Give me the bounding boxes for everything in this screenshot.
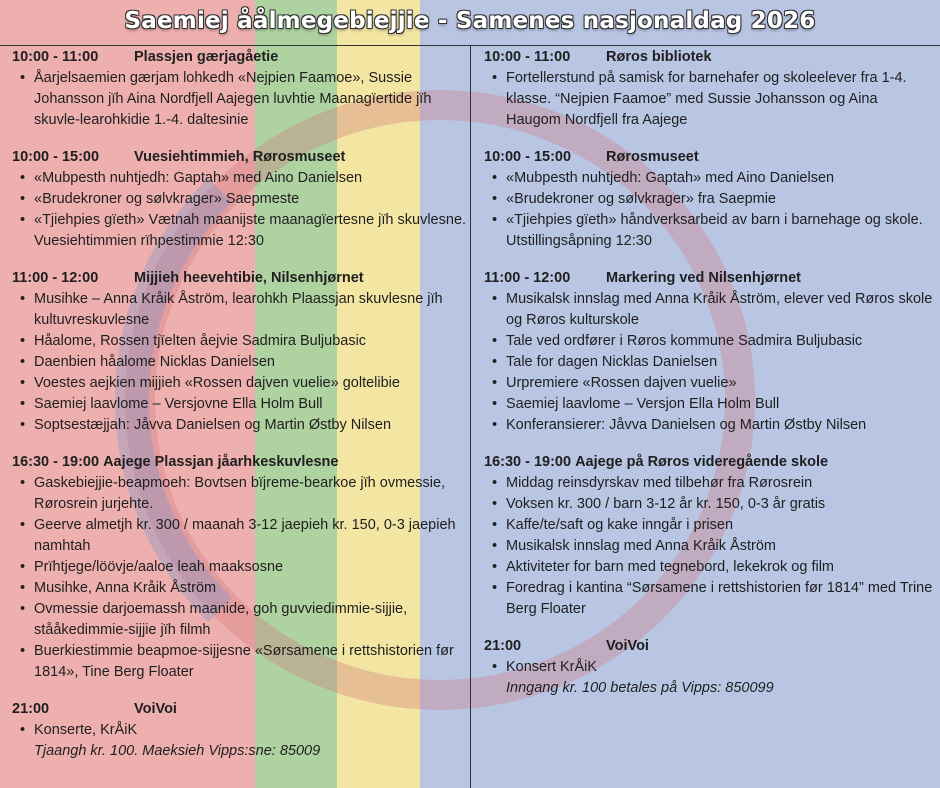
schedule-heading [12,47,468,68]
schedule-item: • «Tjiehpies gïeth» Vætnah maanijste maanagïertesne jïh skuvlesne. Vuesiehtimmien rïhpestimmie 12:30 [34,210,468,252]
schedule-item: • Voestes aejkien mijjieh «Rossen dajven vuelie» goltelibie [34,373,468,394]
schedule-place: Aajege på Røros videregående skole [575,454,829,470]
column-divider [470,45,471,788]
schedule-heading [484,452,936,473]
schedule-time: 16:30 - 19:00 [12,454,100,470]
schedule-time: 10:00 - 15:00 [484,149,572,165]
schedule-item-list [12,720,468,741]
schedule-time: 10:00 - 11:00 [12,49,99,65]
schedule-item: • Buerkiestimmie beapmoe-sijjesne «Sørsamene i rettshistorien før 1814», Tine Berg Floater [34,641,468,683]
schedule-heading [484,47,936,68]
schedule-time: 10:00 - 15:00 [12,149,100,165]
schedule-heading [12,699,468,720]
program-column-southsami [12,47,468,778]
schedule-item: • «Mubpesth nuhtjedh: Gaptah» med Aino Danielsen [506,168,936,189]
schedule-place: Markering ved Nilsenhjørnet [606,270,801,286]
program-column-norwegian [484,47,936,715]
schedule-place: Mijjieh heevehtibie, Nilsenhjørnet [134,270,364,286]
ticket-note: Tjaangh kr. 100. Maeksieh Vipps:sne: 85009 [34,743,321,759]
schedule-item: • Saemiej laavlome – Versjovne Ella Holm Bull [34,394,468,415]
schedule-item-list [484,289,936,436]
schedule-item: • Voksen kr. 300 / barn 3-12 år kr. 150, 0-3 år gratis [506,494,936,515]
schedule-place: Aajege Plassjan jåarhkeskuvlesne [103,454,339,470]
schedule-block [12,699,468,762]
schedule-item: • Musihke – Anna Kråik Åström, learohkh Plaassjan skuvlesne jïh kultuvreskuvlesne [34,289,468,331]
schedule-time: 11:00 - 12:00 [12,270,99,286]
schedule-item: • «Mubpesth nuhtjedh: Gaptah» med Aino Danielsen [34,168,468,189]
schedule-time: 11:00 - 12:00 [484,270,571,286]
schedule-item: • Tale ved ordfører i Røros kommune Sadmira Buljubasic [506,331,936,352]
schedule-item-list [12,289,468,436]
schedule-place: Plassjen gærjagåetie [134,49,279,65]
schedule-item: • Konferansierer: Jåvva Danielsen og Martin Østby Nilsen [506,415,936,436]
schedule-item: • «Brudekroner og sølvkrager» fra Saepmie [506,189,936,210]
schedule-block [484,147,936,252]
schedule-time: 21:00 [484,638,522,654]
schedule-block [12,147,468,252]
schedule-block [12,452,468,683]
schedule-place: VoiVoi [134,701,177,717]
schedule-time: 16:30 - 19:00 [484,454,572,470]
schedule-block [484,636,936,699]
schedule-item: • Urpremiere «Rossen dajven vuelie» [506,373,936,394]
schedule-block [12,47,468,131]
schedule-item-list [484,657,936,678]
schedule-heading [12,452,468,473]
schedule-heading [484,147,936,168]
schedule-item: • «Tjiehpies gïeth» håndverksarbeid av barn i barnehage og skole. Utstillingsåpning 12:30 [506,210,936,252]
schedule-item: • Prïhtjege/löövje/aaloe leah maaksosne [34,557,468,578]
schedule-heading [12,268,468,289]
schedule-item: • Musihke, Anna Kråik Åström [34,578,468,599]
schedule-place: Rørosmuseet [606,149,699,165]
schedule-heading [12,147,468,168]
schedule-item: • Gaskebiejjie-beapmoeh: Bovtsen bïjreme-bearkoe jïh ovmessie, Rørosrein jurjehte. [34,473,468,515]
schedule-block [484,268,936,436]
schedule-item: • Geerve almetjh kr. 300 / maanah 3-12 jaepieh kr. 150, 0-3 jaepieh namhtah [34,515,468,557]
schedule-item-list [484,68,936,131]
schedule-item: • Musikalsk innslag med Anna Kråik Åström [506,536,936,557]
schedule-item-list [484,168,936,252]
schedule-block [484,452,936,620]
schedule-item: • Konserte, KrÅiK [34,720,468,741]
schedule-heading [484,636,936,657]
schedule-time: 10:00 - 11:00 [484,49,571,65]
schedule-time: 21:00 [12,701,50,717]
schedule-item: • Åarjelsaemien gærjam lohkedh «Nejpien Faamoe», Sussie Johansson jïh Aina Nordfjell Aajegen luvhtie Maanagïertide jïh skuvle-learohkidie 1.-4. daltesinie [34,68,468,131]
page-title: Saemiej åålmegebiejjie - Samenes nasjonaldag 2026 [124,8,816,34]
schedule-block [484,47,936,131]
schedule-item: • Kaffe/te/saft og kake inngår i prisen [506,515,936,536]
ticket-note: Inngang kr. 100 betales på Vipps: 850099 [506,680,774,696]
schedule-item-list [12,68,468,131]
schedule-item: • «Brudekroner og sølvkrager» Saepmeste [34,189,468,210]
schedule-item: • Foredrag i kantina “Sørsamene i rettshistorien før 1814” med Trine Berg Floater [506,578,936,620]
schedule-place: Vuesiehtimmieh, Rørosmuseet [134,149,346,165]
schedule-item-list [484,473,936,620]
schedule-place: Røros bibliotek [606,49,712,65]
schedule-item: • Soptsestæjjah: Jåvva Danielsen og Martin Østby Nilsen [34,415,468,436]
schedule-heading [484,268,936,289]
schedule-item: • Daenbien håalome Nicklas Danielsen [34,352,468,373]
schedule-item-list [12,168,468,252]
schedule-item: • Tale for dagen Nicklas Danielsen [506,352,936,373]
schedule-item: • Konsert KrÅiK [506,657,936,678]
schedule-item-list [12,473,468,683]
schedule-item: • Middag reinsdyrskav med tilbehør fra Rørosrein [506,473,936,494]
schedule-item: • Musikalsk innslag med Anna Kråik Åström, elever ved Røros skole og Røros kulturskole [506,289,936,331]
schedule-item: • Fortellerstund på samisk for barnehafer og skoleelever fra 1-4. klasse. “Nejpien Faamoe” med Sussie Johansson og Aina Haugom Nordfjell fra Aajege [506,68,936,131]
schedule-place: VoiVoi [606,638,649,654]
schedule-item: • Saemiej laavlome – Versjon Ella Holm Bull [506,394,936,415]
schedule-item: • Ovmessie darjoemassh maanide, goh guvviedimmie-sijjie, stååkedimmie-sijjie jïh filmh [34,599,468,641]
schedule-block [12,268,468,436]
schedule-item: • Aktiviteter for barn med tegnebord, lekekrok og film [506,557,936,578]
schedule-item: • Håalome, Rossen tjïelten åejvie Sadmira Buljubasic [34,331,468,352]
